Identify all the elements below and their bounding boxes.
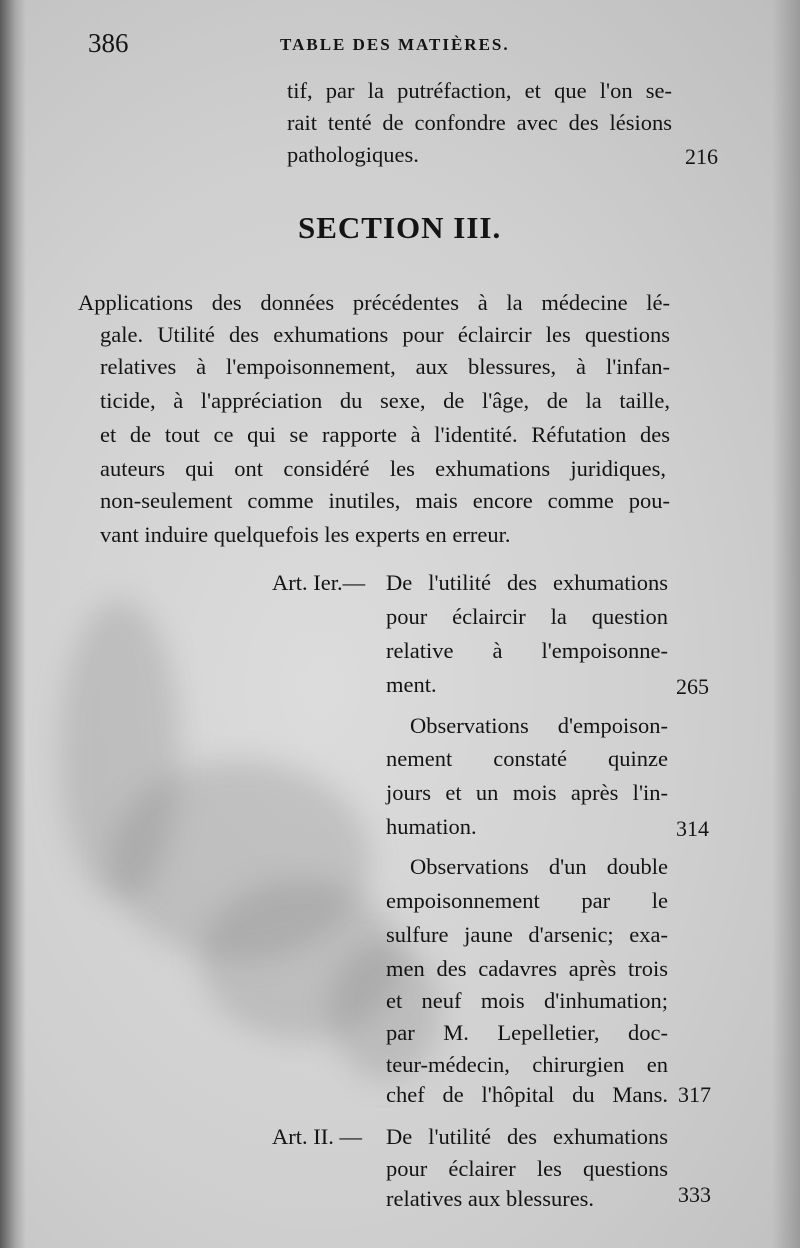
section-summary-line: vant induire quelquefois les experts en erreur. bbox=[100, 522, 511, 547]
section-summary-line: gale. Utilité des exhumations pour éclaircir les questions bbox=[100, 322, 670, 347]
observation-line: jours et un mois après l'in- bbox=[386, 780, 668, 805]
observation-line: empoisonnement par le bbox=[386, 888, 668, 913]
article-line: ment. bbox=[386, 672, 437, 697]
toc-entry-line: rait tenté de confondre avec des lésions bbox=[287, 110, 672, 135]
observation-line: nement constaté quinze bbox=[386, 746, 668, 771]
observation-line: sulfure jaune d'arsenic; exa- bbox=[386, 922, 668, 947]
toc-page-number: 216 bbox=[685, 144, 718, 169]
running-title: TABLE DES MATIÈRES. bbox=[280, 35, 510, 54]
article-line: relatives aux blessures. bbox=[386, 1186, 595, 1211]
toc-entry-line: pathologiques. bbox=[287, 142, 419, 167]
paper-stain bbox=[60, 600, 180, 900]
article-label: Art. II. — bbox=[272, 1124, 362, 1149]
observation-line: men des cadavres après trois bbox=[386, 956, 668, 981]
observation-line: chef de l'hôpital du Mans. bbox=[386, 1082, 668, 1107]
section-summary-line: auteurs qui ont considéré les exhumations juridiques, bbox=[100, 456, 666, 481]
article-line: pour éclairer les questions bbox=[386, 1156, 668, 1181]
article-line: pour éclaircir la question bbox=[386, 604, 668, 629]
page-number: 386 bbox=[88, 28, 129, 58]
section-summary-line: et de tout ce qui se rapporte à l'identité. Réfutation des bbox=[100, 422, 670, 447]
article-line: De l'utilité des exhumations bbox=[386, 1124, 668, 1149]
page-right-edge bbox=[772, 0, 800, 1248]
article-label: Art. Ier.— bbox=[272, 570, 366, 595]
article-line: relative à l'empoisonne- bbox=[386, 638, 668, 663]
observation-line: humation. bbox=[386, 814, 477, 839]
observation-line: Observations d'empoison- bbox=[410, 713, 668, 738]
section-summary-line: Applications des données précédentes à la médecine lé- bbox=[78, 290, 670, 315]
toc-page-number: 314 bbox=[676, 816, 709, 841]
page-left-edge bbox=[0, 0, 26, 1248]
section-heading: SECTION III. bbox=[298, 210, 502, 245]
toc-page-number: 317 bbox=[678, 1082, 711, 1107]
toc-entry-line: tif, par la putréfaction, et que l'on se- bbox=[287, 78, 672, 103]
toc-page-number: 333 bbox=[678, 1182, 711, 1207]
observation-line: par M. Lepelletier, doc- bbox=[386, 1020, 668, 1045]
observation-line: teur-médecin, chirurgien en bbox=[386, 1052, 668, 1077]
article-line: De l'utilité des exhumations bbox=[386, 570, 668, 595]
observation-line: et neuf mois d'inhumation; bbox=[386, 988, 668, 1013]
toc-page-number: 265 bbox=[676, 674, 709, 699]
section-summary-line: relatives à l'empoisonnement, aux blessures, à l'infan- bbox=[100, 354, 670, 379]
section-summary-line: non-seulement comme inutiles, mais encore comme pou- bbox=[100, 488, 670, 513]
section-summary-line: ticide, à l'appréciation du sexe, de l'âge, de la taille, bbox=[100, 388, 670, 413]
observation-line: Observations d'un double bbox=[410, 854, 668, 879]
